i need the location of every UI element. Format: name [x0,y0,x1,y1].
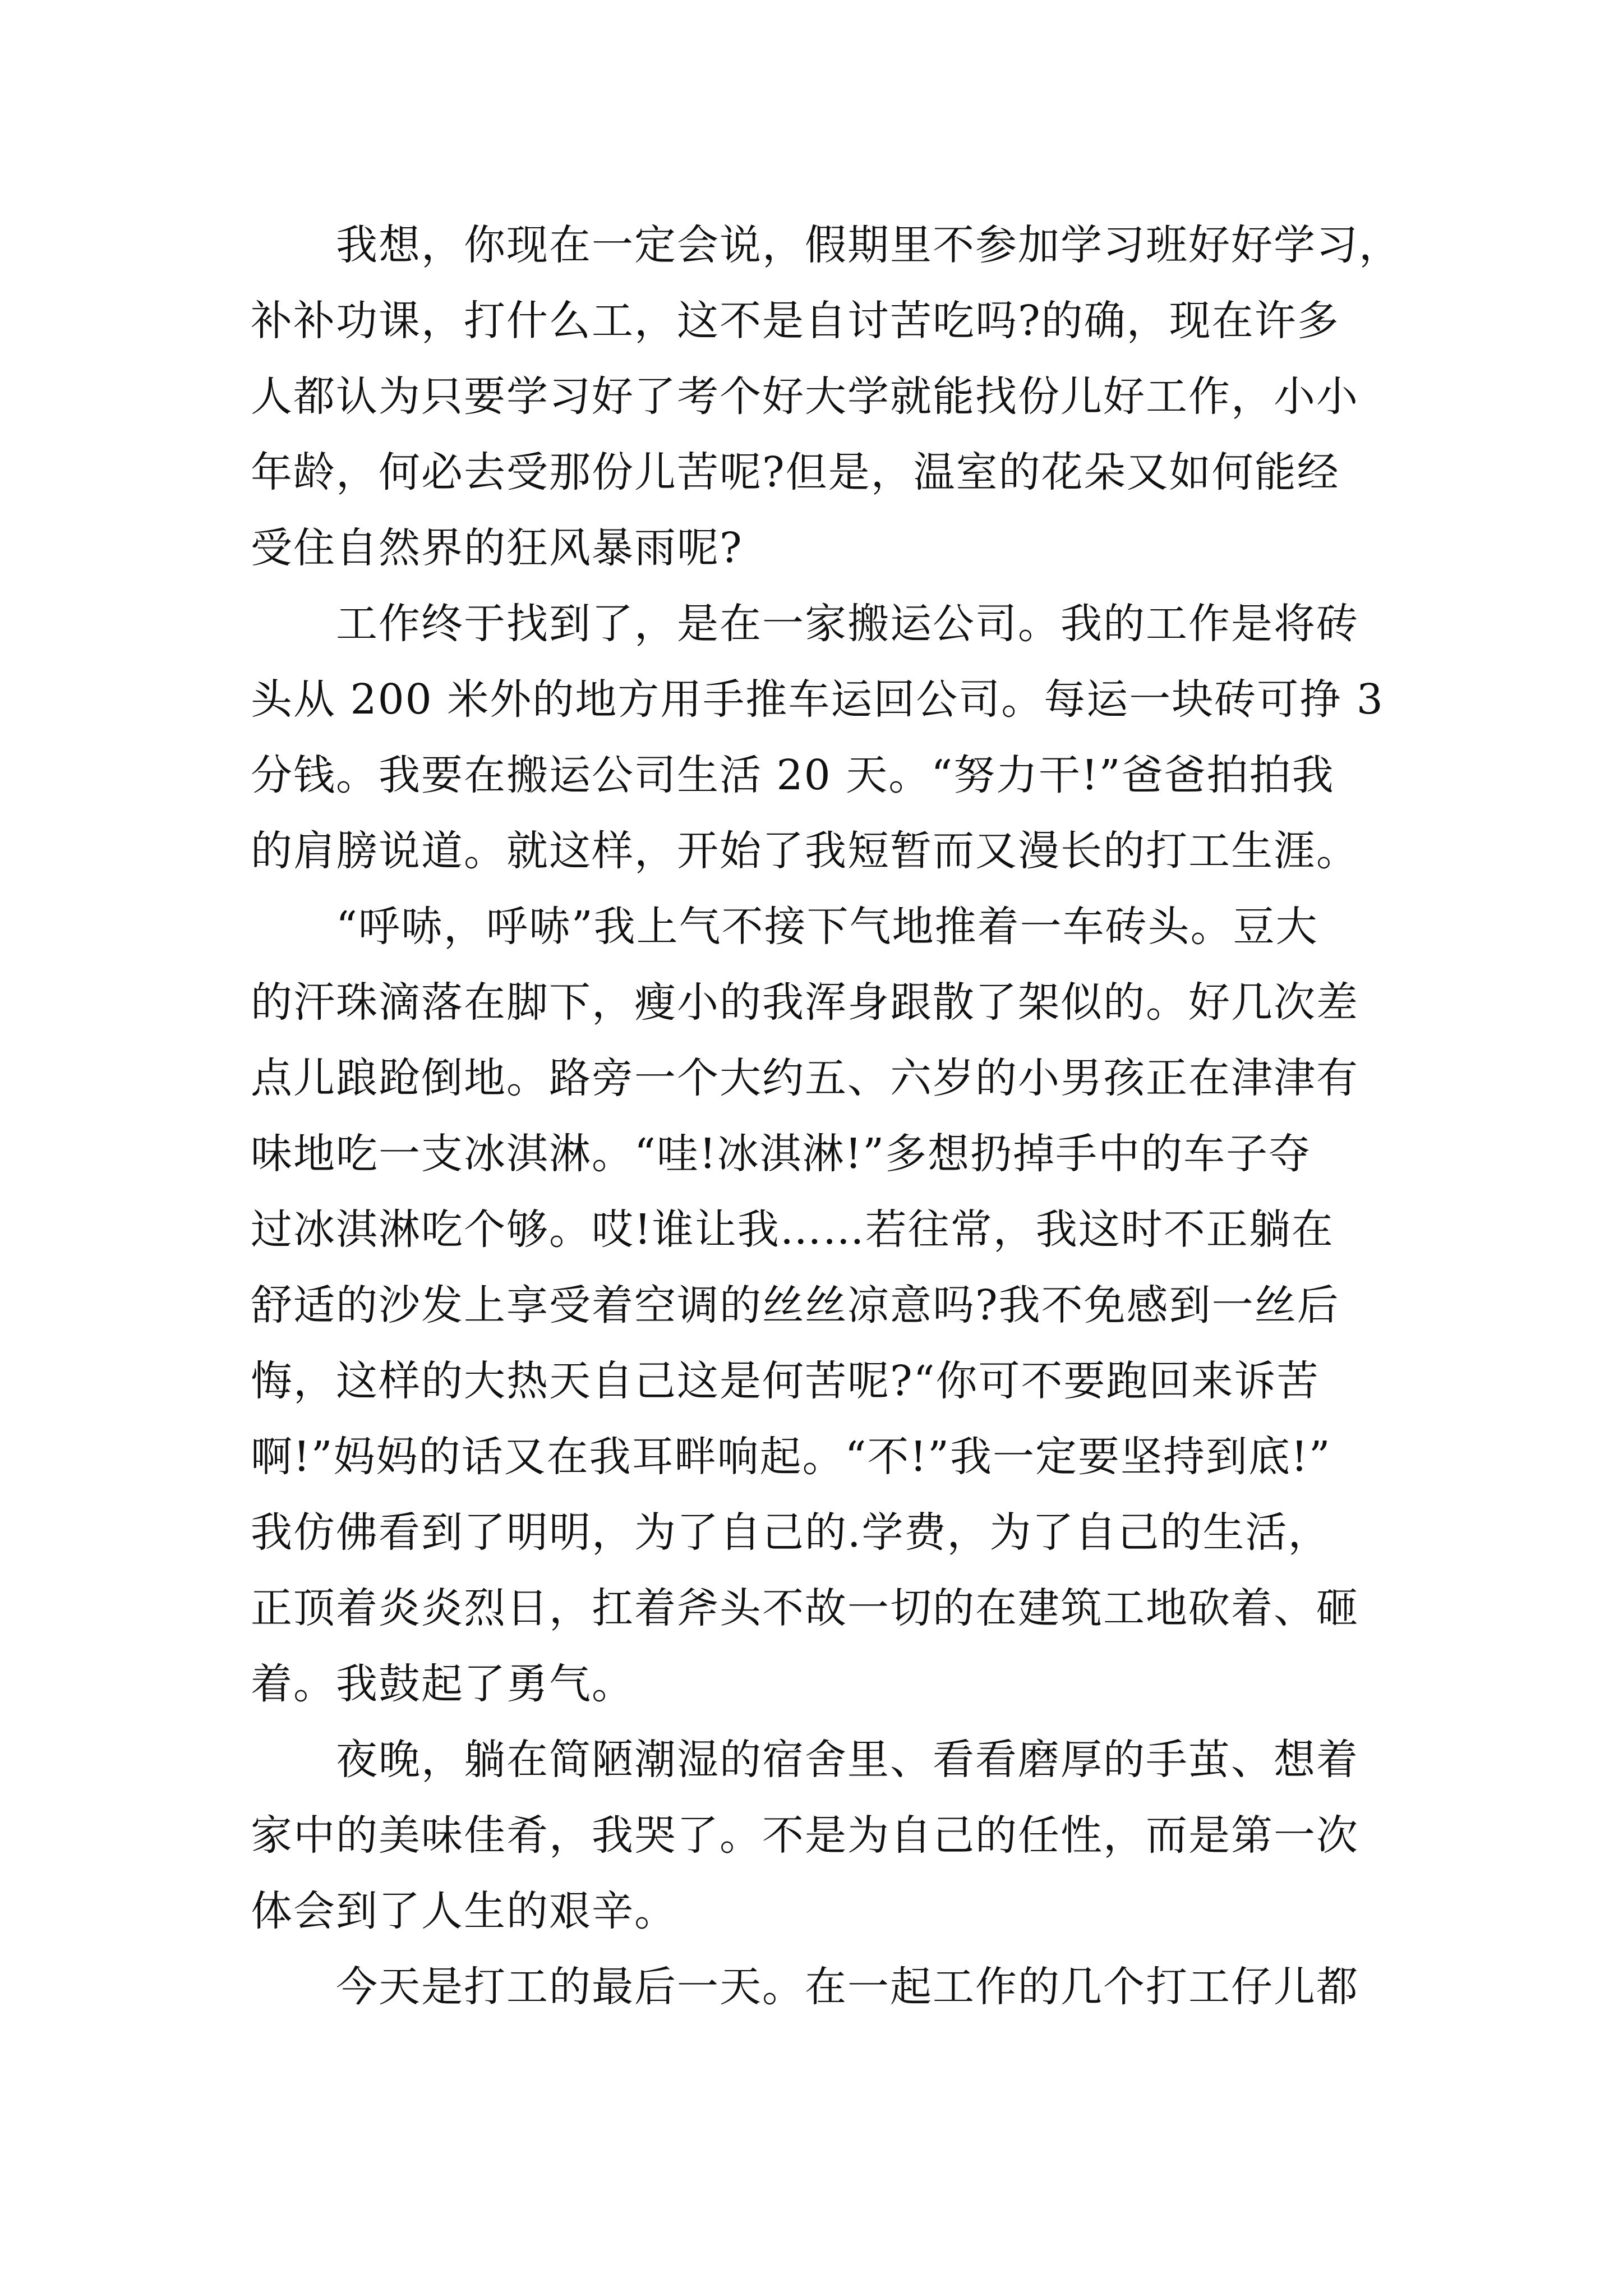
text-line: 的肩膀说道。就这样，开始了我短暂而又漫长的打工生涯。 [251,827,1359,875]
text-line: 舒适的沙发上享受着空调的丝丝凉意吗?我不免感到一丝后 [251,1281,1340,1329]
text-line: 工作终于找到了，是在一家搬运公司。我的工作是将砖 [336,600,1359,648]
text-line: 过冰淇淋吃个够。哎!谁让我……若往常，我这时不正躺在 [251,1205,1334,1254]
text-line: 悔，这样的大热天自己这是何苦呢?“你可不要跑回来诉苦 [251,1357,1320,1405]
text-line: 人都认为只要学习好了考个好大学就能找份儿好工作，小小 [251,372,1359,421]
text-line: “呼哧，呼哧”我上气不接下气地推着一车砖头。豆大 [336,903,1318,951]
text-line: 我想，你现在一定会说，假期里不参加学习班好好学习， [336,221,1401,269]
text-line: 头从 200 米外的地方用手推车运回公司。每运一块砖可挣 3 [251,675,1384,724]
text-line: 的汗珠滴落在脚下，瘦小的我浑身跟散了架似的。好几次差 [251,978,1359,1027]
text-line: 今天是打工的最后一天。在一起工作的几个打工仔儿都 [336,1963,1359,2011]
text-line: 年龄，何必去受那份儿苦呢?但是，温室的花朵又如何能经 [251,448,1340,496]
text-line: 夜晚，躺在简陋潮湿的宿舍里、看看磨厚的手茧、想着 [336,1736,1359,1784]
text-line: 啊!”妈妈的话又在我耳畔响起。“不!”我一定要坚持到底!” [251,1433,1331,1481]
text-line: 味地吃一支冰淇淋。“哇!冰淇淋!”多想扔掉手中的车子夺 [251,1130,1312,1178]
text-line: 补补功课，打什么工，这不是自讨苦吃吗?的确，现在许多 [251,297,1340,345]
text-line: 分钱。我要在搬运公司生活 20 天。“努力干!”爸爸拍拍我 [251,751,1335,799]
text-line: 体会到了人生的艰辛。 [251,1887,677,1935]
text-line: 着。我鼓起了勇气。 [251,1660,634,1708]
text-line: 家中的美味佳肴，我哭了。不是为自己的任性，而是第一次 [251,1811,1359,1860]
text-line: 点儿踉跄倒地。路旁一个大约五、六岁的小男孩正在津津有 [251,1054,1359,1102]
text-line: 受住自然界的狂风暴雨呢? [251,524,743,572]
essay-body [251,208,1401,2025]
text-line: 正顶着炎炎烈日，扛着斧头不故一切的在建筑工地砍着、砸 [251,1584,1359,1632]
text-line: 我仿佛看到了明明，为了自己的.学费，为了自己的生活， [251,1508,1331,1557]
